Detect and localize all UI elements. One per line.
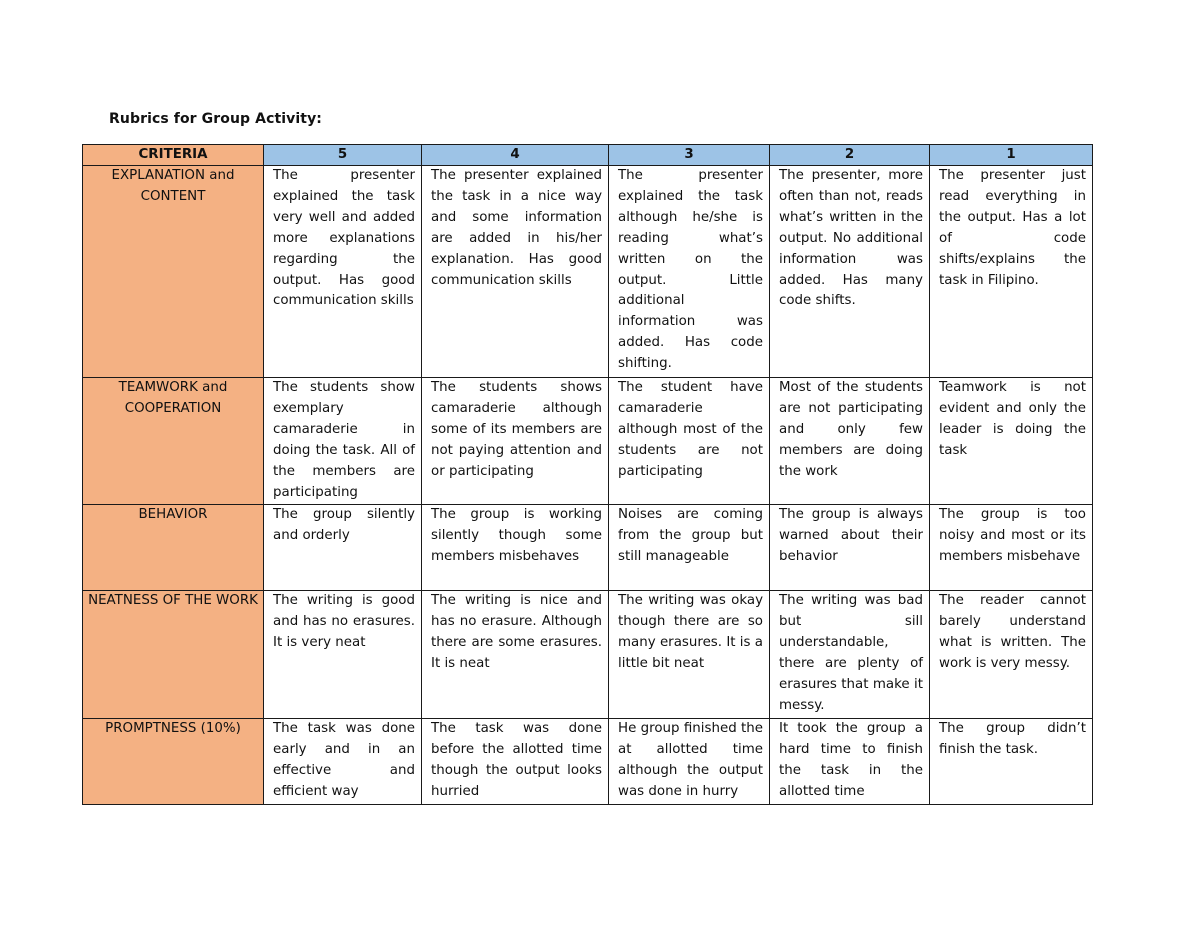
table-row [83, 591, 1093, 719]
score-cell: He group finished the at allotted time although the output was done in hurry [609, 719, 770, 805]
score-cell: The group silently and orderly [264, 505, 422, 591]
score-cell: The writing was okay though there are so many erasures. It is a little bit neat [609, 591, 770, 719]
table-row [83, 505, 1093, 591]
header-criteria: CRITERIA [83, 145, 264, 166]
score-cell: The group didn’t finish the task. [930, 719, 1093, 805]
score-cell: The group is working silently though some members misbehaves [422, 505, 609, 591]
table-row [83, 378, 1093, 505]
score-cell: The presenter explained the task although he/she is reading what’s written on the output. Little additional information was added. Has code shifting. [609, 166, 770, 378]
score-cell: The students shows camaraderie although some of its members are not paying attention and or participating [422, 378, 609, 505]
header-score-2: 2 [770, 145, 930, 166]
score-cell: Teamwork is not evident and only the leader is doing the task [930, 378, 1093, 505]
score-cell: Noises are coming from the group but still manageable [609, 505, 770, 591]
table-row [83, 719, 1093, 805]
criteria-cell: EXPLANATION and CONTENT [83, 166, 264, 378]
header-score-5: 5 [264, 145, 422, 166]
score-cell: The students show exemplary camaraderie in doing the task. All of the members are participating [264, 378, 422, 505]
score-cell: The presenter, more often than not, reads what’s written in the output. No additional information was added. Has many code shifts. [770, 166, 930, 378]
score-cell: The student have camaraderie although most of the students are not participating [609, 378, 770, 505]
header-row [83, 145, 1093, 166]
header-score-4: 4 [422, 145, 609, 166]
score-cell: The writing was bad but sill understandable, there are plenty of erasures that make it messy. [770, 591, 930, 719]
score-cell: Most of the students are not participating and only few members are doing the work [770, 378, 930, 505]
score-cell: The presenter explained the task very well and added more explanations regarding the output. Has good communication skills [264, 166, 422, 378]
score-cell: The reader cannot barely understand what is written. The work is very messy. [930, 591, 1093, 719]
table-row [83, 166, 1093, 378]
score-cell: The presenter explained the task in a nice way and some information are added in his/her explanation. Has good communication skills [422, 166, 609, 378]
score-cell: The writing is good and has no erasures. It is very neat [264, 591, 422, 719]
criteria-cell: PROMPTNESS (10%) [83, 719, 264, 805]
header-score-3: 3 [609, 145, 770, 166]
page-title: Rubrics for Group Activity: [109, 111, 323, 127]
criteria-cell: BEHAVIOR [83, 505, 264, 591]
score-cell: The writing is nice and has no erasure. Although there are some erasures. It is neat [422, 591, 609, 719]
score-cell: The group is always warned about their behavior [770, 505, 930, 591]
score-cell: The task was done early and in an effective and efficient way [264, 719, 422, 805]
header-score-1: 1 [930, 145, 1093, 166]
criteria-cell: TEAMWORK and COOPERATION [83, 378, 264, 505]
rubric-table [82, 144, 1093, 805]
criteria-cell: NEATNESS OF THE WORK [83, 591, 264, 719]
score-cell: It took the group a hard time to finish the task in the allotted time [770, 719, 930, 805]
score-cell: The group is too noisy and most or its members misbehave [930, 505, 1093, 591]
score-cell: The task was done before the allotted time though the output looks hurried [422, 719, 609, 805]
score-cell: The presenter just read everything in the output. Has a lot of code shifts/explains the task in Filipino. [930, 166, 1093, 378]
